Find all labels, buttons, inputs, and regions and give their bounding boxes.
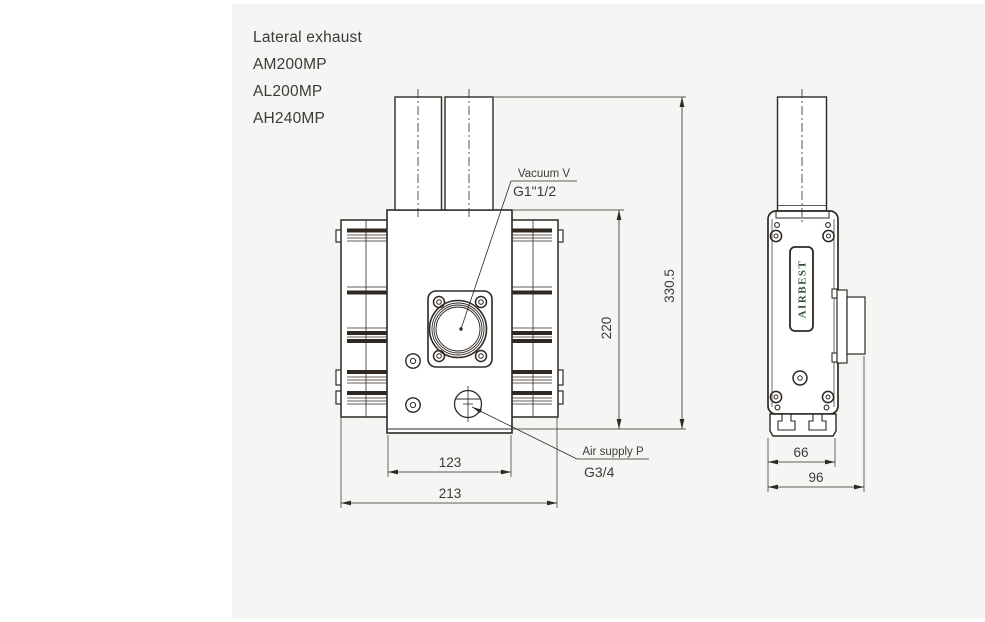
series-title: Lateral exhaust: [253, 29, 362, 46]
air-label: Air supply P: [582, 446, 644, 458]
muffler-right: [511, 220, 563, 417]
dim-label: 220: [599, 316, 614, 340]
vacuum-label: Vacuum V: [517, 168, 571, 180]
model-name: AM200MP: [253, 56, 327, 73]
dim-label: 66: [793, 445, 809, 460]
vacuum-thread: G1"1/2: [513, 183, 557, 199]
dim-side-width: [768, 445, 835, 464]
side-view: [768, 89, 865, 436]
dim-label: 96: [808, 470, 824, 485]
dim-inner-width: [388, 455, 511, 474]
front-view: [336, 89, 563, 433]
brand-label: AIRBEST: [796, 259, 809, 319]
air-thread: G3/4: [584, 464, 615, 480]
dim-label: 330.5: [662, 269, 677, 303]
lateral-exhaust-block: [832, 289, 865, 363]
dim-label: 213: [438, 486, 462, 501]
exhaust-tubes: [395, 89, 493, 218]
model-name: AH240MP: [253, 110, 326, 127]
model-name: AL200MP: [253, 83, 323, 100]
brand-plate: [790, 247, 813, 331]
muffler-left: [336, 220, 388, 417]
dim-label: 123: [438, 455, 462, 470]
dim-inner-height: [599, 210, 621, 429]
dim-overall-height: [662, 97, 684, 429]
dim-side-depth: [768, 470, 864, 489]
dim-overall-width: [341, 486, 557, 505]
mounting-base: [770, 414, 836, 436]
